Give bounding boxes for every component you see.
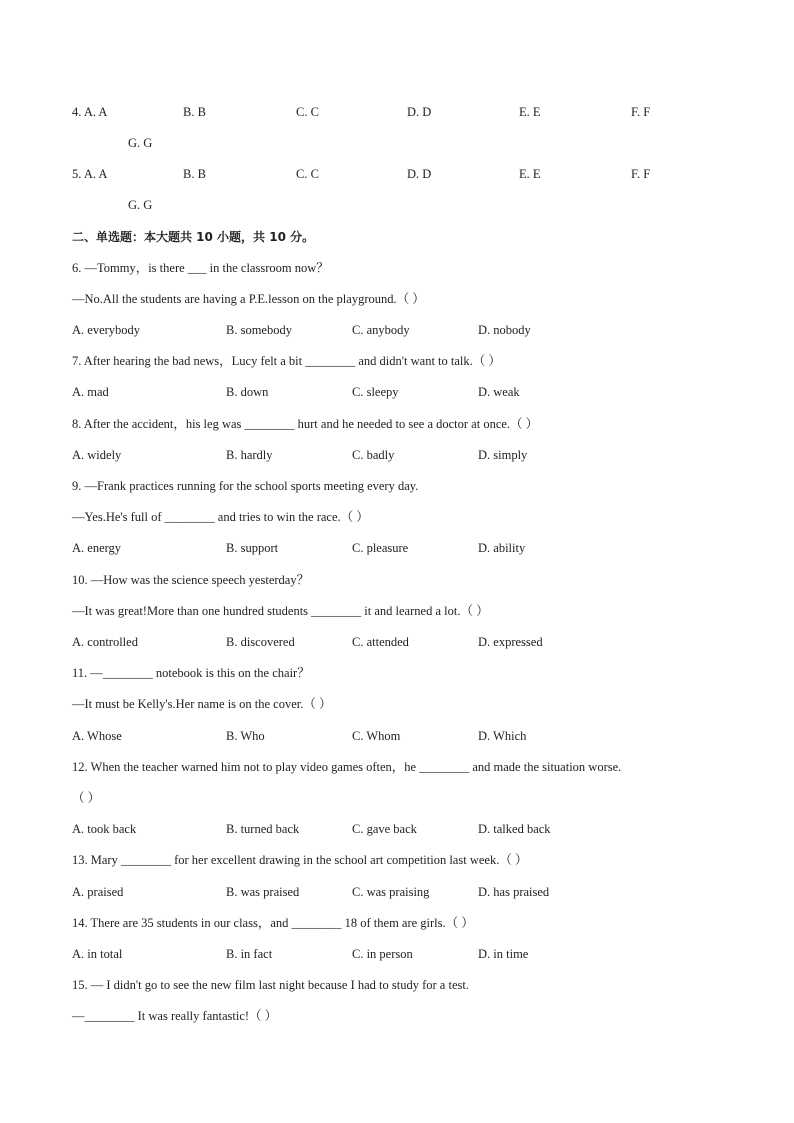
option-c[interactable]: C. anybody: [352, 323, 410, 337]
option-a[interactable]: A. mad: [72, 385, 109, 399]
option-d[interactable]: D. Which: [478, 729, 527, 743]
question-stem: 12. When the teacher warned him not to play video games often，he ________ and made the situation worse.: [72, 760, 622, 774]
option-c[interactable]: C. badly: [352, 448, 395, 462]
option-c[interactable]: C. attended: [352, 635, 409, 649]
option-b[interactable]: B. in fact: [226, 947, 273, 961]
option-c[interactable]: C. C: [296, 167, 319, 181]
option-d[interactable]: D. talked back: [478, 822, 551, 836]
question-stem: （ ）: [72, 791, 101, 805]
question-number: 5. A. A: [72, 167, 108, 181]
option-b[interactable]: B. B: [183, 167, 206, 181]
options-row: [72, 728, 772, 744]
question-stem: 11. —________ notebook is this on the chair？: [72, 666, 310, 680]
question-stem: —It must be Kelly's.Her name is on the cover.（ ）: [72, 697, 332, 711]
option-d[interactable]: D. weak: [478, 385, 520, 399]
question-stem: 9. —Frank practices running for the school sports meeting every day.: [72, 479, 419, 493]
option-a[interactable]: A. took back: [72, 822, 137, 836]
option-b[interactable]: B. down: [226, 385, 269, 399]
matching-question-5: [72, 166, 772, 182]
question-stem: —________ It was really fantastic!（ ）: [72, 1009, 278, 1023]
option-b[interactable]: B. discovered: [226, 635, 295, 649]
option-c[interactable]: C. in person: [352, 947, 413, 961]
options-row: [72, 884, 772, 900]
option-f[interactable]: F. F: [631, 105, 651, 119]
option-f[interactable]: F. F: [631, 167, 651, 181]
option-c[interactable]: C. C: [296, 105, 319, 119]
question-number: 4. A. A: [72, 105, 108, 119]
option-a[interactable]: A. everybody: [72, 323, 141, 337]
option-a[interactable]: A. praised: [72, 885, 124, 899]
option-e[interactable]: E. E: [519, 105, 541, 119]
option-a[interactable]: A. Whose: [72, 729, 122, 743]
option-c[interactable]: C. pleasure: [352, 541, 409, 555]
option-a[interactable]: A. in total: [72, 947, 123, 961]
option-c[interactable]: C. Whom: [352, 729, 401, 743]
question-stem: 7. After hearing the bad news，Lucy felt a bit ________ and didn't want to talk.（ ）: [72, 354, 501, 368]
options-row: [72, 540, 772, 556]
option-d[interactable]: D. nobody: [478, 323, 531, 337]
options-row: [72, 634, 772, 650]
option-b[interactable]: B. Who: [226, 729, 265, 743]
question-stem: 13. Mary ________ for her excellent drawing in the school art competition last week.（ ）: [72, 853, 528, 867]
question-stem: —It was great!More than one hundred students ________ it and learned a lot.（ ）: [72, 604, 489, 618]
option-b[interactable]: B. hardly: [226, 448, 273, 462]
option-c[interactable]: C. sleepy: [352, 385, 399, 399]
options-row: [72, 322, 772, 338]
question-stem: 15. — I didn't go to see the new film last night because I had to study for a test.: [72, 978, 469, 992]
option-e[interactable]: E. E: [519, 167, 541, 181]
question-stem: 10. —How was the science speech yesterday？: [72, 573, 310, 587]
option-b[interactable]: B. was praised: [226, 885, 300, 899]
option-a[interactable]: A. energy: [72, 541, 122, 555]
question-stem: 14. There are 35 students in our class，and ________ 18 of them are girls.（ ）: [72, 916, 474, 930]
option-d[interactable]: D. expressed: [478, 635, 543, 649]
option-d[interactable]: D. ability: [478, 541, 526, 555]
option-b[interactable]: B. support: [226, 541, 279, 555]
matching-question-4: [72, 104, 772, 120]
option-c[interactable]: C. was praising: [352, 885, 430, 899]
option-d[interactable]: D. simply: [478, 448, 528, 462]
option-d[interactable]: D. has praised: [478, 885, 550, 899]
section-heading: 二、单选题：本大题共 10 小题，共 10 分。: [72, 230, 315, 244]
option-d[interactable]: D. in time: [478, 947, 529, 961]
option-a[interactable]: A. widely: [72, 448, 122, 462]
options-row: [72, 946, 772, 962]
question-stem: 8. After the accident，his leg was ________ hurt and he needed to see a doctor at once.（ ）: [72, 417, 539, 431]
question-stem: —Yes.He's full of ________ and tries to win the race.（ ）: [72, 510, 369, 524]
option-d[interactable]: D. D: [407, 105, 432, 119]
option-g[interactable]: G. G: [128, 136, 153, 150]
options-row: [72, 821, 772, 837]
option-d[interactable]: D. D: [407, 167, 432, 181]
option-c[interactable]: C. gave back: [352, 822, 417, 836]
question-stem: —No.All the students are having a P.E.lesson on the playground.（ ）: [72, 292, 425, 306]
option-b[interactable]: B. turned back: [226, 822, 300, 836]
option-b[interactable]: B. B: [183, 105, 206, 119]
options-row: [72, 384, 772, 400]
option-g[interactable]: G. G: [128, 198, 153, 212]
question-stem: 6. —Tommy，is there ___ in the classroom now？: [72, 261, 329, 275]
options-row: [72, 447, 772, 463]
option-b[interactable]: B. somebody: [226, 323, 292, 337]
option-a[interactable]: A. controlled: [72, 635, 138, 649]
